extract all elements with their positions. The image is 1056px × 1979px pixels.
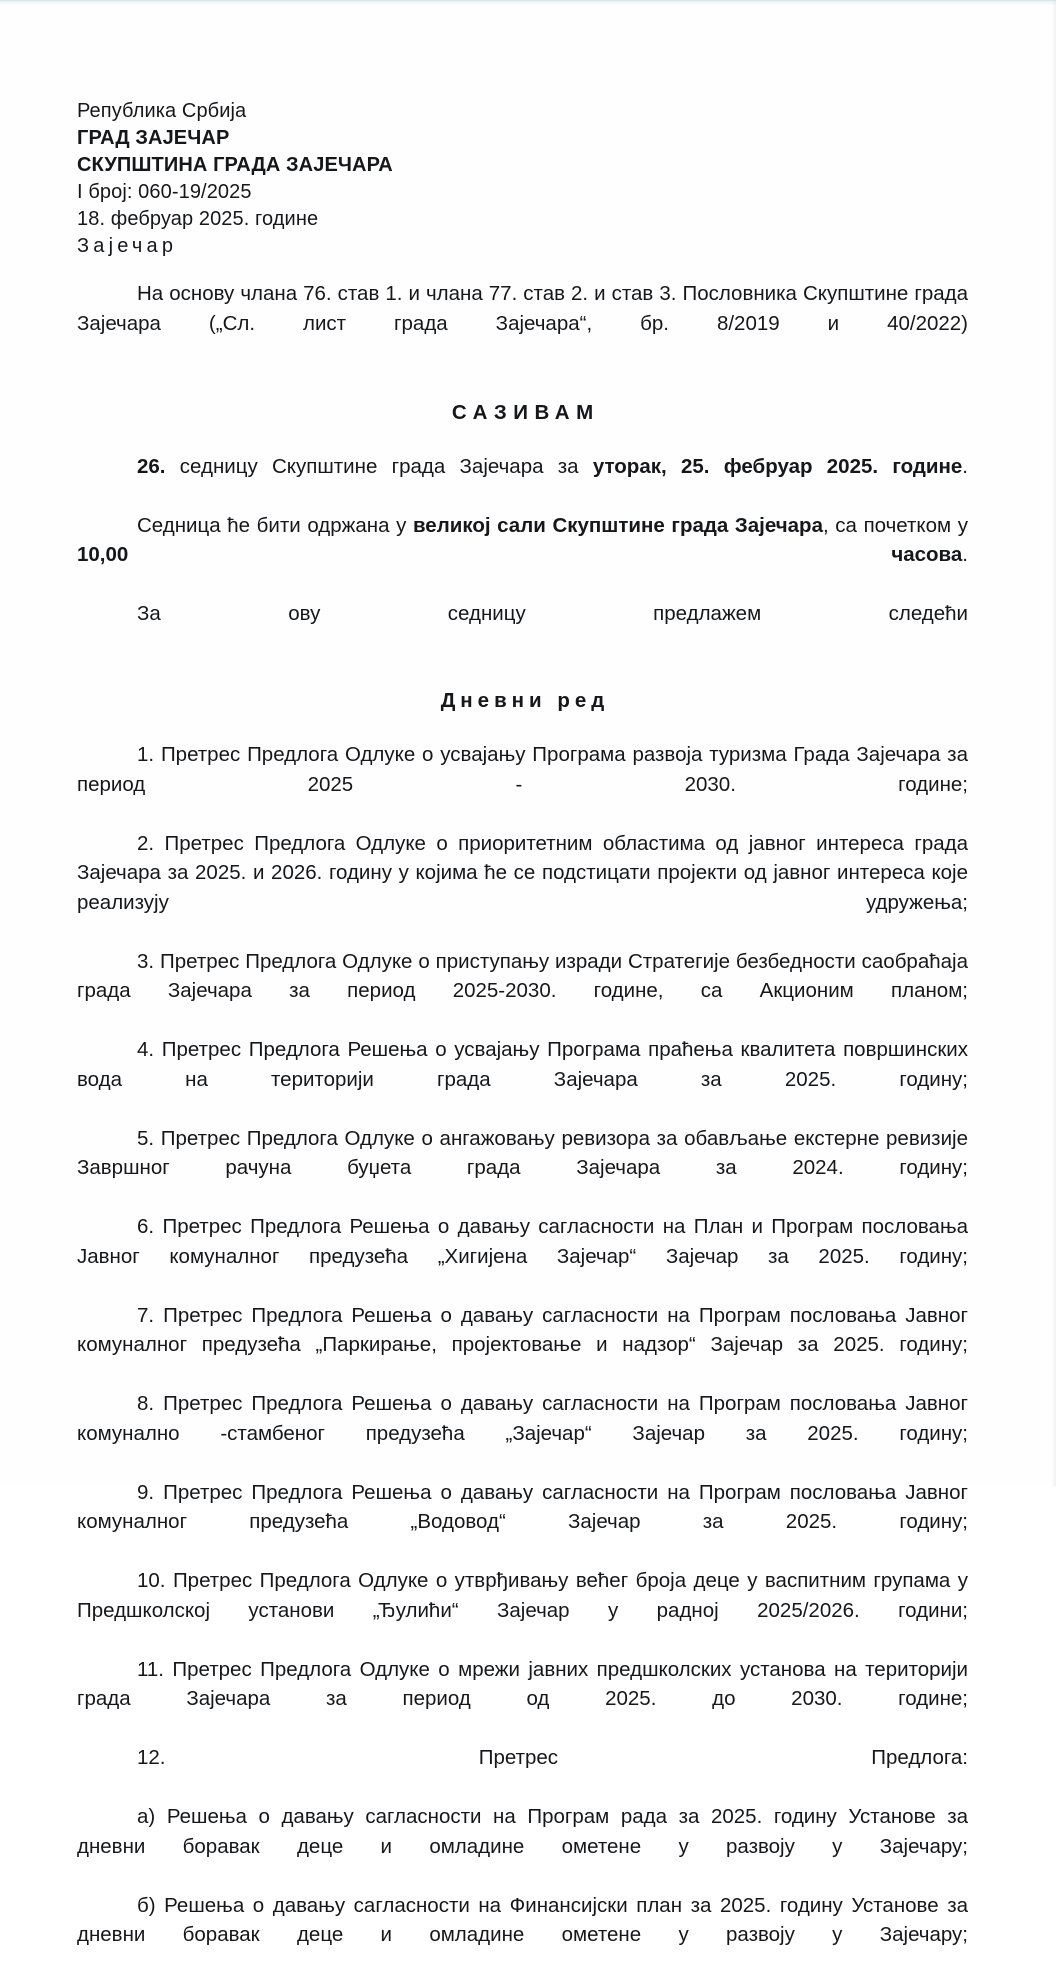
agenda-item-text: Претрес Предлога Одлуке о мрежи јавних предшколских установа на територији града Зајечара за период од 2025. до 2030. године; xyxy=(77,1658,968,1711)
agenda-item-text: Претрес Предлога Решења о усвајању Програма праћења квалитета површинских вода на територији града Зајечара за 2025. годину; xyxy=(77,1038,968,1091)
agenda-item-number: 10. xyxy=(137,1569,166,1592)
agenda-item-number: 11. xyxy=(137,1658,164,1681)
agenda-item xyxy=(77,1478,968,1567)
spacer-before-convocation-heading xyxy=(77,368,968,400)
agenda-item-number: 6. xyxy=(137,1215,154,1238)
agenda-subitem-letter: а) xyxy=(137,1805,155,1828)
agenda-item xyxy=(77,947,968,1036)
scan-edge-top xyxy=(0,0,1056,6)
agenda-subitem-text: Решења о давању сагласности на Програм рада за 2025. годину Установе за дневни боравак деце и омладине ометене у развоју у Зајечару; xyxy=(77,1805,968,1858)
agenda-subitem-letter: б) xyxy=(137,1894,156,1917)
agenda-item-text: Претрес Предлога Решења о давању сагласности на План и Програм пословања Јавног комуналног предузећа „Хигијена Зајечар“ Зајечар за 2025. годину; xyxy=(77,1215,968,1268)
convocation-start-time: 10,00 часова xyxy=(77,543,962,566)
convocation-line-session xyxy=(77,452,968,511)
agenda-subitem-text: Решења о давању сагласности на Финансијски план за 2025. годину Установе за дневни боравак деце и омладине ометене у развоју у Зајечару; xyxy=(77,1894,968,1947)
agenda-item-number: 9. xyxy=(137,1481,154,1504)
agenda-item-text: Претрес Предлога Одлуке о приступању изради Стратегије безбедности саобраћаја града Зајечара за период 2025-2030. године, са Акционим планом; xyxy=(77,950,968,1003)
convocation-line-venue xyxy=(77,511,968,600)
agenda-item xyxy=(77,1124,968,1213)
agenda-item-text: Претрес Предлога Решења о давању сагласности на Програм пословања Јавног комуналног предузећа „Паркирање, пројектовање и надзор“ Зајечар за 2025. годину; xyxy=(77,1304,968,1357)
agenda-item xyxy=(77,1301,968,1390)
agenda-item xyxy=(77,1566,968,1655)
letterhead-date: 18. фебруар 2025. године xyxy=(77,206,968,233)
agenda-item xyxy=(77,740,968,829)
convocation-session-number: 26. xyxy=(137,455,166,478)
agenda-heading: Дневни ред xyxy=(77,688,968,714)
agenda-item xyxy=(77,1743,968,1802)
agenda-item-text: Претрес Предлога Решења о давању сагласности на Програм пословања Јавног комуналног предузећа „Водовод“ Зајечар за 2025. годину; xyxy=(77,1481,968,1534)
legal-basis-paragraph: На основу члана 76. став 1. и члана 77. став 2. и став 3. Пословника Скупштине града Зајечара („Сл. лист града Зајечара“, бр. 8/2019 и 40/2022) xyxy=(77,279,968,368)
spacer-before-agenda-heading xyxy=(77,658,968,688)
agenda-item xyxy=(77,1655,968,1744)
agenda-item-text: Претрес Предлога Одлуке о ангажовању ревизора за обављање екстерне ревизије Завршног рачуна буџета града Зајечара за 2024. годину; xyxy=(77,1127,968,1180)
convocation-venue-period: . xyxy=(962,543,968,566)
agenda-item-text: Претрес Предлога Одлуке о приоритетним областима од јавног интереса града Зајечара за 2025. и 2026. годину у којима ће се подстицати пројекти од јавног интереса које реализују удружења; xyxy=(77,832,968,914)
agenda-item-text: Претрес Предлога Одлуке о утврђивању већег броја деце у васпитним групама у Предшколској установи „Ђулићи“ Зајечар у радној 2025/2026. години; xyxy=(77,1569,968,1622)
agenda-item xyxy=(77,829,968,947)
agenda-item xyxy=(77,1035,968,1124)
letterhead-place: Зајечар xyxy=(77,233,968,260)
convocation-line-proposal: За ову седницу предлажем следећи xyxy=(77,599,968,658)
scan-edge-right xyxy=(1052,0,1056,1486)
agenda-item-number: 12. xyxy=(137,1746,166,1769)
convocation-venue-mid: , са почетком у xyxy=(823,514,968,537)
convocation-session-date: уторак, 25. фебруар 2025. године xyxy=(593,455,962,478)
agenda-item-number: 4. xyxy=(137,1038,154,1061)
agenda-item-number: 3. xyxy=(137,950,154,973)
spacer-after-convocation-heading xyxy=(77,426,968,452)
agenda-item xyxy=(77,1212,968,1301)
convocation-venue-name: великој сали Скупштине града Зајечара xyxy=(413,514,823,537)
agenda-item-number: 7. xyxy=(137,1304,154,1327)
letterhead-assembly: СКУПШТИНА ГРАДА ЗАЈЕЧАРА xyxy=(77,152,968,179)
agenda-item-number: 1. xyxy=(137,743,154,766)
letterhead-republic: Република Србија xyxy=(77,98,968,125)
agenda-item-text: Претрес Предлога Решења о давању сагласности на Програм пословања Јавног комунално -стамбеног предузећа „Зајечар“ Зајечар за 2025. годину; xyxy=(77,1392,968,1445)
agenda-item-number: 2. xyxy=(137,832,154,855)
convocation-session-text: седницу Скупштине града Зајечара за xyxy=(166,455,593,478)
agenda-subitem xyxy=(77,1891,968,1979)
agenda-list xyxy=(77,740,968,1979)
document-content xyxy=(77,98,968,1979)
convocation-venue-lead: Седница ће бити одржана у xyxy=(137,514,413,537)
agenda-subitem xyxy=(77,1802,968,1891)
agenda-item-text: Претрес Предлога Одлуке о усвајању Програма развоја туризма Града Зајечара за период 2025 - 2030. године; xyxy=(77,743,968,796)
spacer-after-letterhead xyxy=(77,260,968,279)
letterhead xyxy=(77,98,968,260)
convocation-heading: САЗИВАМ xyxy=(77,400,968,426)
convocation-session-period: . xyxy=(962,455,968,478)
agenda-item xyxy=(77,1389,968,1478)
spacer-after-agenda-heading xyxy=(77,714,968,740)
letterhead-city: ГРАД ЗАЈЕЧАР xyxy=(77,125,968,152)
agenda-item-number: 8. xyxy=(137,1392,154,1415)
agenda-item-number: 5. xyxy=(137,1127,154,1150)
agenda-item-text: Претрес Предлога: xyxy=(479,1746,968,1769)
letterhead-reference-number: I број: 060-19/2025 xyxy=(77,179,968,206)
